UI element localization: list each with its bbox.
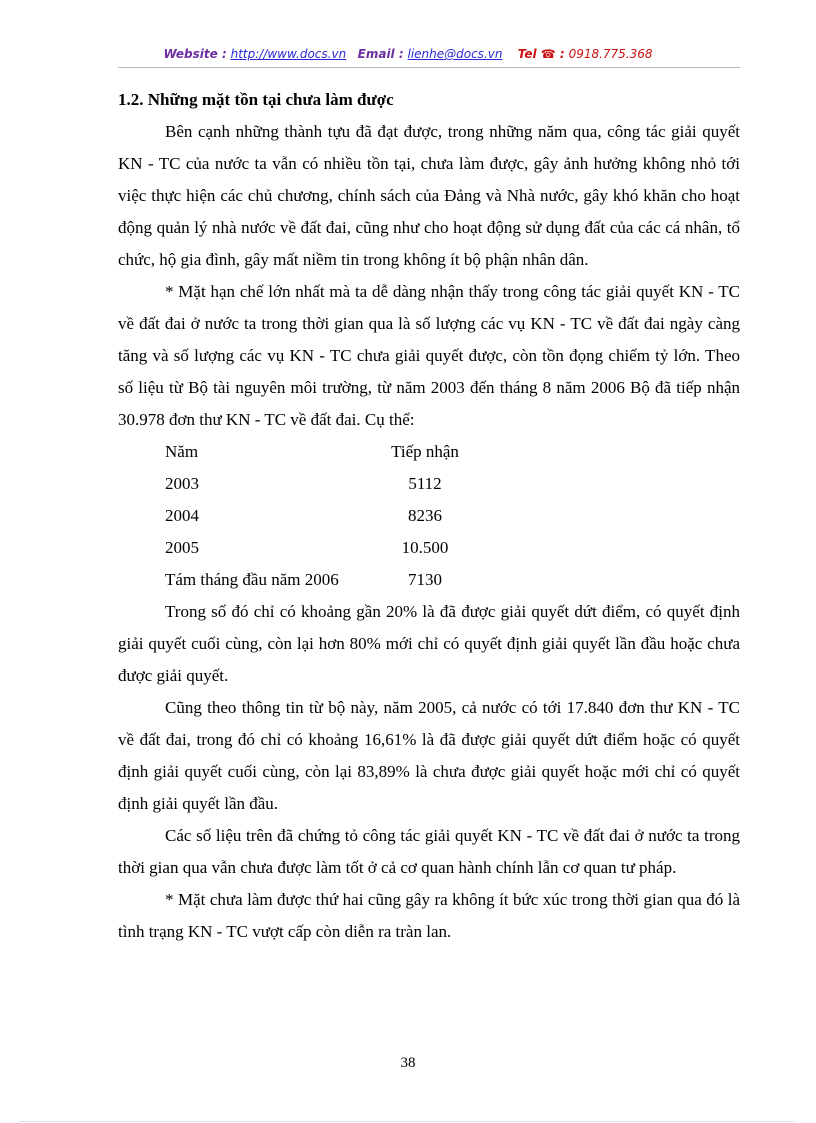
paragraph: Bên cạnh những thành tựu đã đạt được, trong những năm qua, công tác giải quyết KN - TC của nước ta vẫn có nhiều tồn tại, chưa làm được, gây ảnh hưởng không nhỏ tới việc thực hiện các chủ chương, chính sách của Đảng và Nhà nước, gây khó khăn cho hoạt động quản lý nhà nước về đất đai, cũng như cho hoạt động sử dụng đất của các cá nhân, tổ chức, hộ gia đình, gây mất niềm tin trong không ít bộ phận nhân dân. bbox=[118, 122, 740, 269]
table-header-row bbox=[165, 436, 740, 468]
table-row bbox=[165, 500, 740, 532]
page-number: 38 bbox=[400, 1055, 416, 1071]
column-header-received: Tiếp nhận bbox=[391, 442, 459, 461]
email-link[interactable]: lienhe@docs.vn bbox=[407, 47, 503, 61]
table-cell-year: 2003 bbox=[165, 474, 199, 493]
header-divider bbox=[118, 67, 740, 68]
paragraph: * Mặt hạn chế lớn nhất mà ta dễ dàng nhận thấy trong công tác giải quyết KN - TC về đất đai ở nước ta trong thời gian qua là số lượng các vụ KN - TC về đất đai ngày càng tăng và số lượng các vụ KN - TC chưa giải quyết được, còn tồn đọng chiếm tỷ lớn. Theo số liệu từ Bộ tài nguyên môi trường, từ năm 2003 đến tháng 8 năm 2006 Bộ đã tiếp nhận 30.978 đơn thư KN - TC về đất đai. Cụ thể: bbox=[118, 282, 740, 429]
paragraph: Các số liệu trên đã chứng tỏ công tác giải quyết KN - TC về đất đai ở nước ta trong thời gian qua vẫn chưa được làm tốt ở cả cơ quan hành chính lẫn cơ quan tư pháp. bbox=[118, 826, 740, 877]
page-bottom-divider bbox=[20, 1121, 796, 1122]
table-cell-received: 10.500 bbox=[401, 538, 449, 557]
paragraph: * Mặt chưa làm được thứ hai cũng gây ra không ít bức xúc trong thời gian qua đó là tình trạng KN - TC vượt cấp còn diễn ra tràn lan. bbox=[118, 890, 740, 941]
table-cell-received: 8236 bbox=[408, 506, 442, 525]
table-row bbox=[165, 564, 740, 596]
phone-number: 0918.775.368 bbox=[568, 47, 653, 61]
page-header bbox=[0, 47, 816, 61]
paragraph: Cũng theo thông tin từ bộ này, năm 2005, cả nước có tới 17.840 đơn thư KN - TC về đất đai, trong đó chỉ có khoảng 16,61% là đã được giải quyết dứt điểm hoặc có quyết định giải quyết cuối cùng, còn lại 83,89% là chưa được giải quyết hoặc mới chỉ có quyết định giải quyết lần đầu. bbox=[118, 698, 740, 813]
website-link[interactable]: http://www.docs.vn bbox=[230, 47, 347, 61]
statistics-table bbox=[165, 436, 740, 596]
column-header-year: Năm bbox=[165, 442, 199, 461]
tel-label: Tel ☎ : bbox=[517, 47, 565, 61]
section-title: 1.2. Những mặt tồn tại chưa làm được bbox=[118, 90, 394, 109]
table-cell-received: 7130 bbox=[408, 570, 442, 589]
email-label: Email : bbox=[357, 47, 404, 61]
website-label: Website : bbox=[163, 47, 227, 61]
table-row bbox=[165, 532, 740, 564]
document-body bbox=[118, 84, 740, 948]
table-cell-year: Tám tháng đầu năm 2006 bbox=[165, 570, 339, 589]
paragraph: Trong số đó chỉ có khoảng gần 20% là đã được giải quyết dứt điểm, có quyết định giải quyết cuối cùng, còn lại hơn 80% mới chỉ có quyết định giải quyết lần đầu hoặc chưa được giải quyết. bbox=[118, 602, 740, 685]
table-row bbox=[165, 468, 740, 500]
table-cell-year: 2004 bbox=[165, 506, 199, 525]
table-cell-year: 2005 bbox=[165, 538, 199, 557]
table-cell-received: 5112 bbox=[408, 474, 442, 493]
